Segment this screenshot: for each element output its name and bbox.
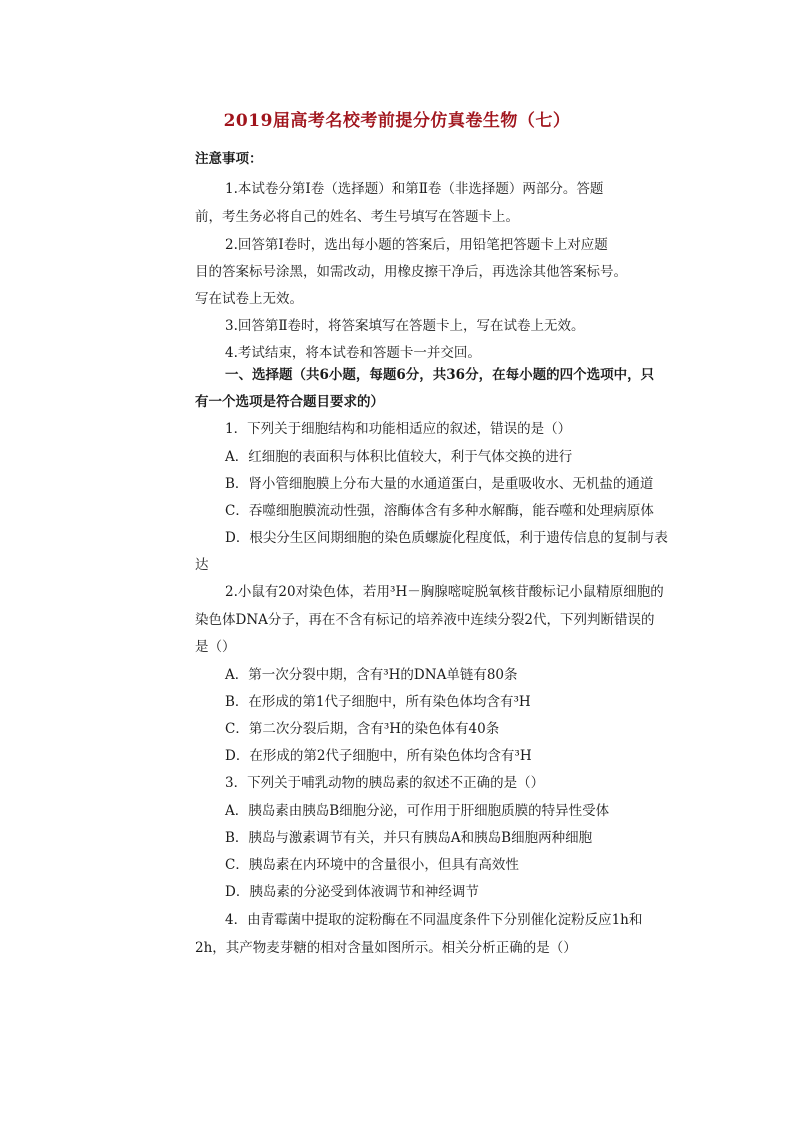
notice-line: 前，考生务必将自己的姓名、考生号填写在答题卡上。 [195, 209, 519, 225]
question-4: 4．由青霉菌中提取的淀粉酶在不同温度条件下分别催化淀粉反应1h和 [225, 912, 643, 928]
question-2-line: 染色体DNA分子，再在不含有标记的培养液中连续分裂2代，下列判断错误的 [195, 612, 655, 628]
option-text: C．胰岛素在内环境中的含量很小，但具有高效性 [225, 857, 519, 873]
option-text: A．胰岛素由胰岛B细胞分泌，可作用于肝细胞质膜的特异性受体 [225, 803, 610, 819]
notice-line: 2.回答第Ⅰ卷时，选出每小题的答案后，用铅笔把答题卡上对应题 [225, 237, 608, 253]
option-text: C．第二次分裂后期，含有³H的染色体有40条 [225, 721, 500, 737]
option-text: D．在形成的第2代子细胞中，所有染色体均含有³H [225, 748, 532, 764]
question-2-line: 是（） [195, 639, 236, 655]
notice-line: 3.回答第Ⅱ卷时，将答案填写在答题卡上，写在试卷上无效。 [225, 318, 585, 334]
question-1: 1．下列关于细胞结构和功能相适应的叙述，错误的是（） [225, 421, 572, 437]
notice-line: 目的答案标号涂黑，如需改动，用橡皮擦干净后，再选涂其他答案标号。 [195, 264, 627, 280]
option-text: C．吞噬细胞膜流动性强，溶酶体含有多种水解酶，能吞噬和处理病原体 [225, 503, 654, 519]
option-text: 达 [195, 557, 209, 573]
option-text: D．根尖分生区间期细胞的染色质螺旋化程度低，利于遗传信息的复制与表 [225, 530, 668, 546]
page-title: 2019届高考名校考前提分仿真卷生物（七） [223, 111, 571, 131]
notice-line: 4.考试结束，将本试卷和答题卡一并交回。 [225, 345, 481, 361]
notice-line: 写在试卷上无效。 [195, 291, 303, 307]
section-heading: 一、选择题（共6小题，每题6分，共36分，在每小题的四个选项中，只 [225, 367, 655, 383]
option-text: B．肾小管细胞膜上分布大量的水通道蛋白，是重吸收水、无机盐的通道 [225, 476, 654, 492]
option-text: A．第一次分裂中期，含有³H的DNA单链有80条 [225, 667, 518, 683]
notice-line: 1.本试卷分第Ⅰ卷（选择题）和第Ⅱ卷（非选择题）两部分。答题 [225, 181, 604, 197]
section-heading: 有一个选项是符合题目要求的） [195, 394, 384, 410]
option-text: B．在形成的第1代子细胞中，所有染色体均含有³H [225, 694, 531, 710]
question-3: 3．下列关于哺乳动物的胰岛素的叙述不正确的是（） [225, 775, 545, 791]
notice-heading: 注意事项： [195, 151, 263, 167]
question-2: 2.小鼠有20对染色体，若用³H－胸腺嘧啶脱氧核苷酸标记小鼠精原细胞的 [225, 584, 664, 600]
option-text: B．胰岛与激素调节有关，并只有胰岛A和胰岛B细胞两种细胞 [225, 830, 593, 846]
option-text: D．胰岛素的分泌受到体液调节和神经调节 [225, 884, 479, 900]
question-4-line: 2h，其产物麦芽糖的相对含量如图所示。相关分析正确的是（） [195, 940, 577, 956]
option-text: A．红细胞的表面积与体积比值较大，利于气体交换的进行 [225, 449, 573, 465]
